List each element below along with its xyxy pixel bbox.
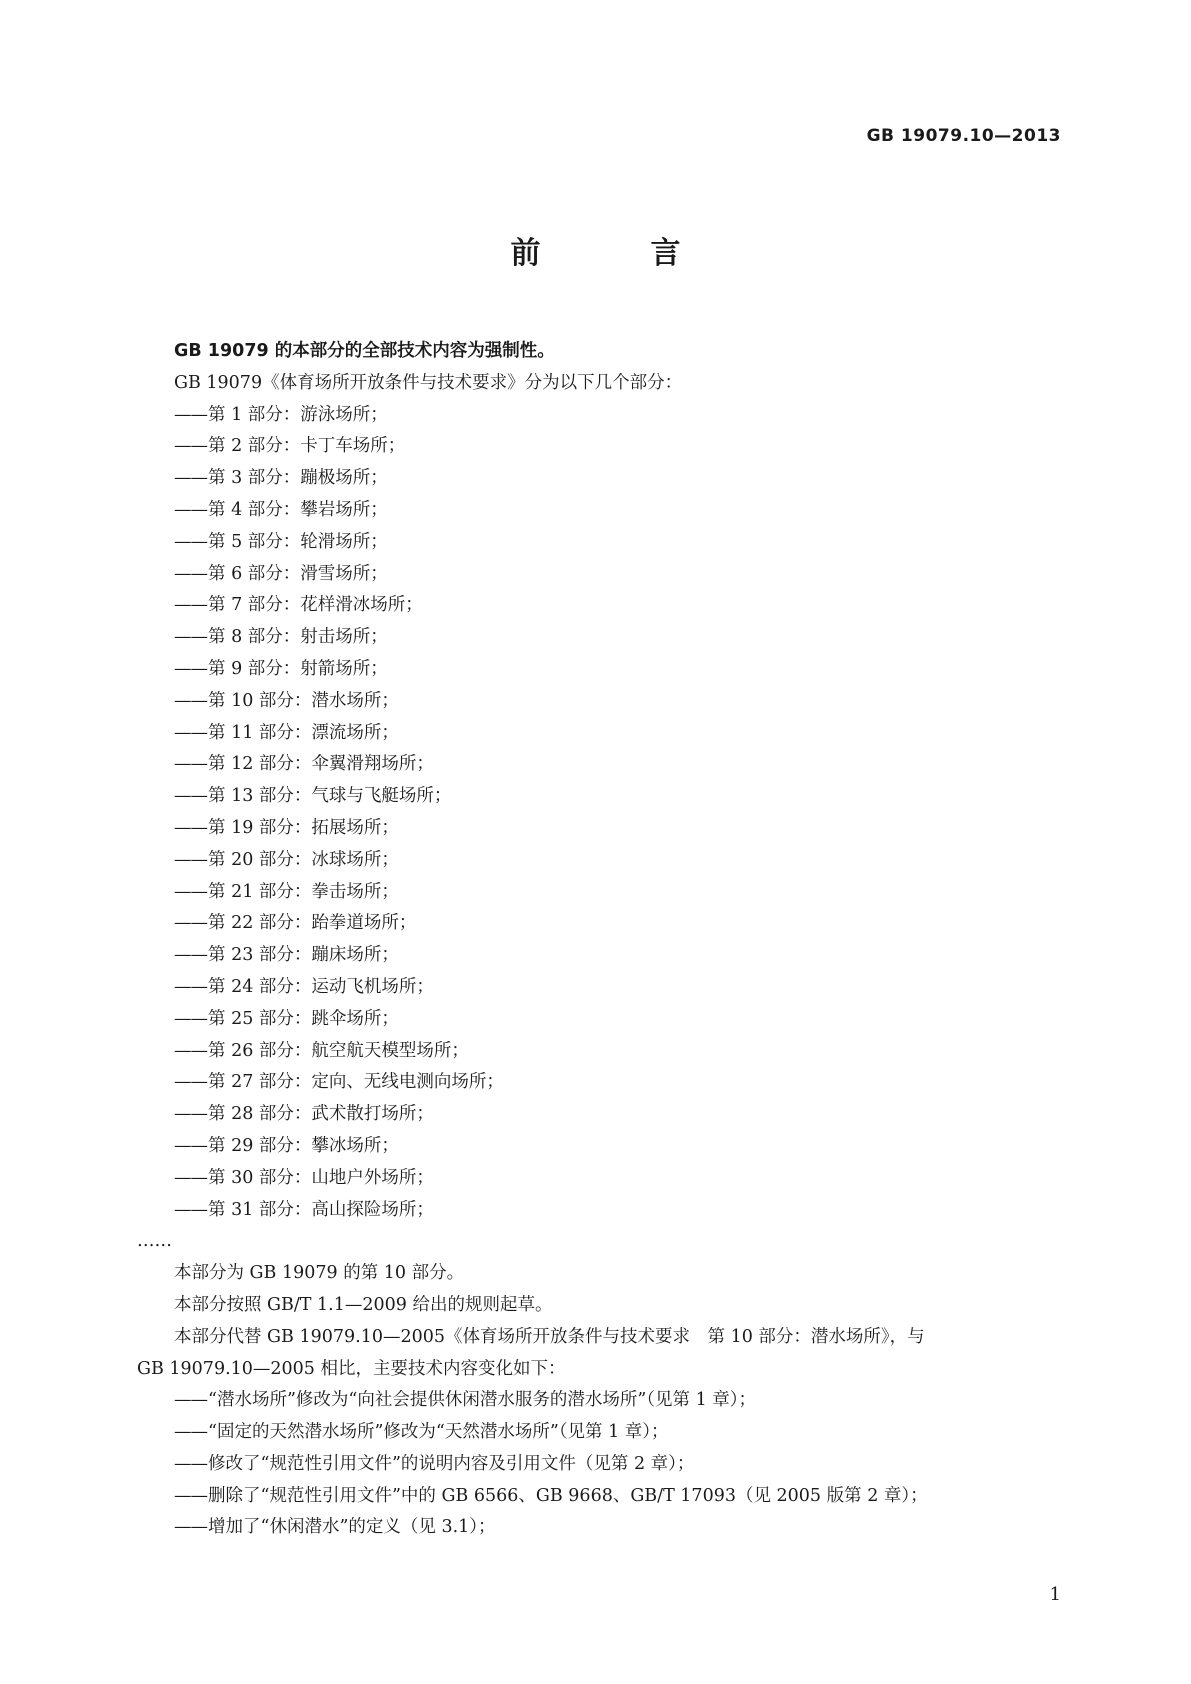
dash-marker: —— [174, 1072, 207, 1093]
dash-marker: —— [174, 754, 207, 775]
list-item [137, 1385, 1055, 1417]
dash-marker: —— [174, 722, 207, 743]
list-item-text: 第 6 部分：滑雪场所； [208, 563, 388, 584]
list-item [137, 1481, 1055, 1513]
list-item-text: 第 30 部分：山地户外场所； [208, 1167, 434, 1188]
list-item [137, 972, 1055, 1004]
dash-marker: —— [174, 1008, 207, 1029]
list-item-text: 第 12 部分：伞翼滑翔场所； [208, 754, 434, 775]
list-item [137, 940, 1055, 972]
list-item [137, 1067, 1055, 1099]
ellipsis: …… [137, 1231, 172, 1252]
dash-marker: —— [174, 913, 207, 934]
list-item [137, 431, 1055, 463]
dash-marker: —— [174, 817, 207, 838]
dash-marker: —— [174, 1422, 207, 1443]
dash-marker: —— [174, 404, 207, 425]
dash-marker: —— [174, 881, 207, 902]
list-item [137, 1036, 1055, 1068]
list-item-text: 第 22 部分：跆拳道场所； [208, 913, 417, 934]
list-item-text: 第 28 部分：武术散打场所； [208, 1104, 434, 1125]
list-item [137, 1417, 1055, 1449]
page-title: 前 言 [510, 236, 721, 271]
dash-marker: —— [174, 1390, 207, 1411]
list-item-text: 增加了“休闲潜水”的定义（见 3.1）； [208, 1517, 496, 1538]
mandatory-statement: GB 19079 的本部分的全部技术内容为强制性。 [174, 341, 555, 361]
list-item-text: 第 27 部分：定向、无线电测向场所； [208, 1072, 504, 1093]
list-item [137, 495, 1055, 527]
dash-marker: —— [174, 531, 207, 552]
list-item [137, 1163, 1055, 1195]
dash-marker: —— [174, 1135, 207, 1156]
dash-marker: —— [174, 1199, 207, 1220]
dash-marker: —— [174, 563, 207, 584]
list-item-text: “潜水场所”修改为“向社会提供休闲潜水服务的潜水场所”（见第 1 章）； [208, 1390, 757, 1411]
list-item [137, 1099, 1055, 1131]
replaces-statement-line2: GB 19079.10—2005 相比，主要技术内容变化如下： [137, 1358, 566, 1379]
changes-list [137, 1385, 1055, 1544]
parts-list [137, 400, 1055, 1227]
list-item-text: 第 31 部分：高山探险场所； [208, 1199, 434, 1220]
list-item [137, 527, 1055, 559]
list-item-text: 第 4 部分：攀岩场所； [208, 499, 388, 520]
dash-marker: —— [174, 627, 207, 648]
dash-marker: —— [174, 690, 207, 711]
list-item [137, 686, 1055, 718]
list-item-text: 第 3 部分：蹦极场所； [208, 468, 388, 489]
list-item-text: 第 26 部分：航空航天模型场所； [208, 1040, 469, 1061]
dash-marker: —— [174, 658, 207, 679]
list-item [137, 749, 1055, 781]
this-part-statement: 本部分为 GB 19079 的第 10 部分。 [174, 1263, 465, 1284]
dash-marker: —— [174, 945, 207, 966]
dash-marker: —— [174, 499, 207, 520]
list-item-text: 第 20 部分：冰球场所； [208, 849, 399, 870]
list-item [137, 654, 1055, 686]
list-item [137, 908, 1055, 940]
list-item-text: 第 7 部分：花样滑冰场所； [208, 595, 423, 616]
dash-marker: —— [174, 1167, 207, 1188]
list-item [137, 813, 1055, 845]
list-item [137, 1449, 1055, 1481]
list-item-text: 第 5 部分：轮滑场所； [208, 531, 388, 552]
list-item-text: 第 2 部分：卡丁车场所； [208, 436, 406, 457]
list-item-text: 第 11 部分：漂流场所； [208, 722, 399, 743]
list-item [137, 1512, 1055, 1544]
list-item-text: 第 10 部分：潜水场所； [208, 690, 399, 711]
list-item [137, 622, 1055, 654]
list-item-text: 第 21 部分：拳击场所； [208, 881, 399, 902]
list-item-text: 修改了“规范性引用文件”的说明内容及引用文件（见第 2 章）； [208, 1453, 695, 1474]
dash-marker: —— [174, 849, 207, 870]
list-item [137, 781, 1055, 813]
list-item-text: 第 29 部分：攀冰场所； [208, 1135, 399, 1156]
page-number: 1 [1049, 1584, 1061, 1605]
dash-marker: —— [174, 1517, 207, 1538]
parts-intro: GB 19079《体育场所开放条件与技术要求》分为以下几个部分： [174, 372, 683, 393]
list-item-text: 第 8 部分：射击场所； [208, 627, 388, 648]
dash-marker: —— [174, 1040, 207, 1061]
dash-marker: —— [174, 976, 207, 997]
dash-marker: —— [174, 786, 207, 807]
list-item-text: 删除了“规范性引用文件”中的 GB 6566、GB 9668、GB/T 17093（见 2005 版第 2 章）； [208, 1485, 928, 1506]
list-item-text: 第 25 部分：跳伞场所； [208, 1008, 399, 1029]
dash-marker: —— [174, 1453, 207, 1474]
replaces-statement-line1: 本部分代替 GB 19079.10—2005《体育场所开放条件与技术要求 第 10 部分：潜水场所》，与 [174, 1326, 925, 1347]
list-item [137, 463, 1055, 495]
list-item [137, 718, 1055, 750]
dash-marker: —— [174, 468, 207, 489]
list-item-text: 第 24 部分：运动飞机场所； [208, 976, 434, 997]
list-item-text: 第 23 部分：蹦床场所； [208, 945, 399, 966]
drafting-rules-statement: 本部分按照 GB/T 1.1—2009 给出的规则起草。 [174, 1294, 553, 1315]
dash-marker: —— [174, 595, 207, 616]
list-item-text: 第 9 部分：射箭场所； [208, 658, 388, 679]
list-item [137, 1131, 1055, 1163]
list-item [137, 845, 1055, 877]
list-item-text: “固定的天然潜水场所”修改为“天然潜水场所”（见第 1 章）； [208, 1422, 669, 1443]
list-item [137, 1195, 1055, 1227]
list-item-text: 第 13 部分：气球与飞艇场所； [208, 786, 452, 807]
list-item [137, 1004, 1055, 1036]
standard-number: GB 19079.10—2013 [866, 126, 1061, 146]
list-item [137, 400, 1055, 432]
list-item-text: 第 19 部分：拓展场所； [208, 817, 399, 838]
foreword-body [137, 336, 1055, 1544]
dash-marker: —— [174, 1104, 207, 1125]
dash-marker: —— [174, 436, 207, 457]
list-item [137, 590, 1055, 622]
list-item [137, 877, 1055, 909]
list-item [137, 559, 1055, 591]
dash-marker: —— [174, 1485, 207, 1506]
list-item-text: 第 1 部分：游泳场所； [208, 404, 388, 425]
